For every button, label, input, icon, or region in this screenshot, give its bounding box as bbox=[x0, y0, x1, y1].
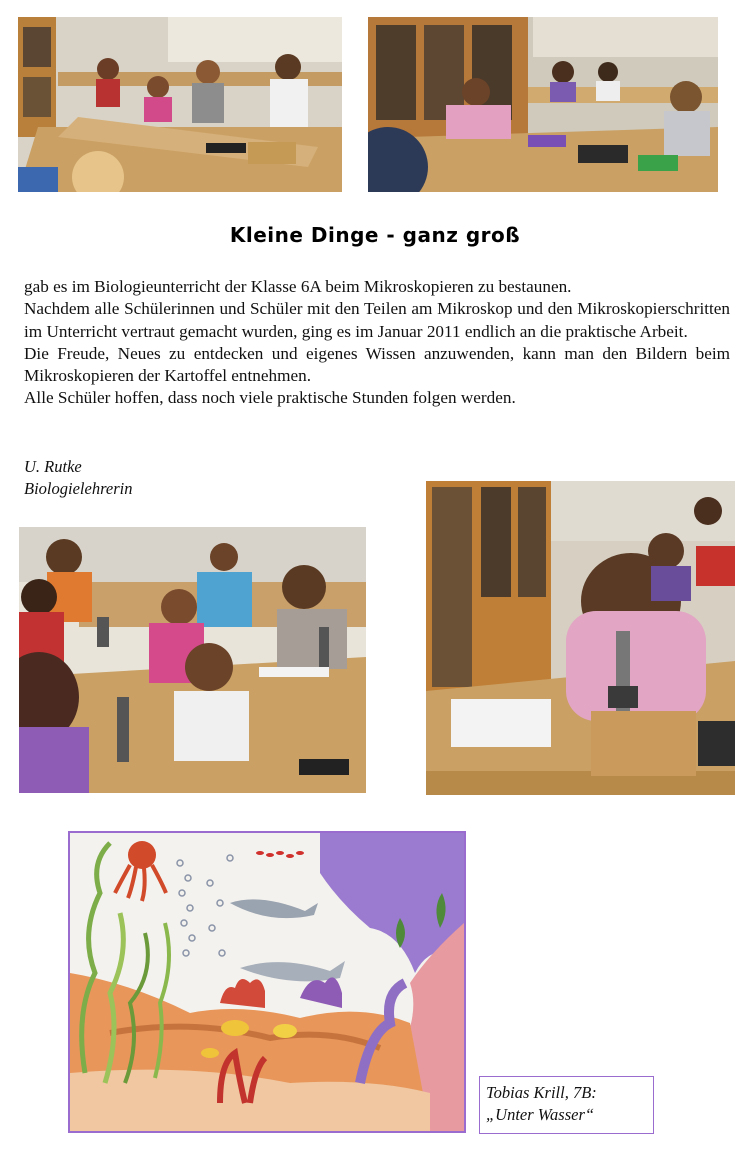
paragraph: gab es im Biologieunterricht der Klasse 6A beim Mikroskopieren zu bestaunen. bbox=[24, 277, 572, 296]
microscope-photo-group bbox=[19, 527, 366, 793]
article-title: Kleine Dinge - ganz groß bbox=[229, 223, 521, 247]
drawing-caption bbox=[479, 1076, 654, 1134]
microscope-photo-girl bbox=[426, 481, 735, 795]
paragraph: Die Freude, Neues zu entdecken und eigenes Wissen anzuwenden, kann man den Bildern beim Mikroskopieren der Kartoffel entnehmen. bbox=[24, 343, 730, 386]
author-signature bbox=[24, 456, 132, 500]
author-role: Biologielehrerin bbox=[24, 479, 133, 498]
underwater-drawing bbox=[68, 831, 466, 1133]
paragraph: Alle Schüler hoffen, dass noch viele praktische Stunden folgen werden. bbox=[24, 388, 516, 408]
article-body bbox=[24, 276, 730, 410]
caption-title: „Unter Wasser“ bbox=[486, 1105, 595, 1124]
classroom-photo-2 bbox=[368, 17, 718, 192]
paragraph: Nachdem alle Schülerinnen und Schüler mit den Teilen am Mikroskop und den Mikroskopierschritten im Unterricht vertraut gemacht wurden, ging es im Januar 2011 endlich an die praktische Arbeit. bbox=[24, 299, 730, 341]
caption-artist: Tobias Krill, 7B: bbox=[486, 1083, 597, 1102]
classroom-photo-1 bbox=[18, 17, 342, 192]
author-name: U. Rutke bbox=[24, 457, 82, 476]
